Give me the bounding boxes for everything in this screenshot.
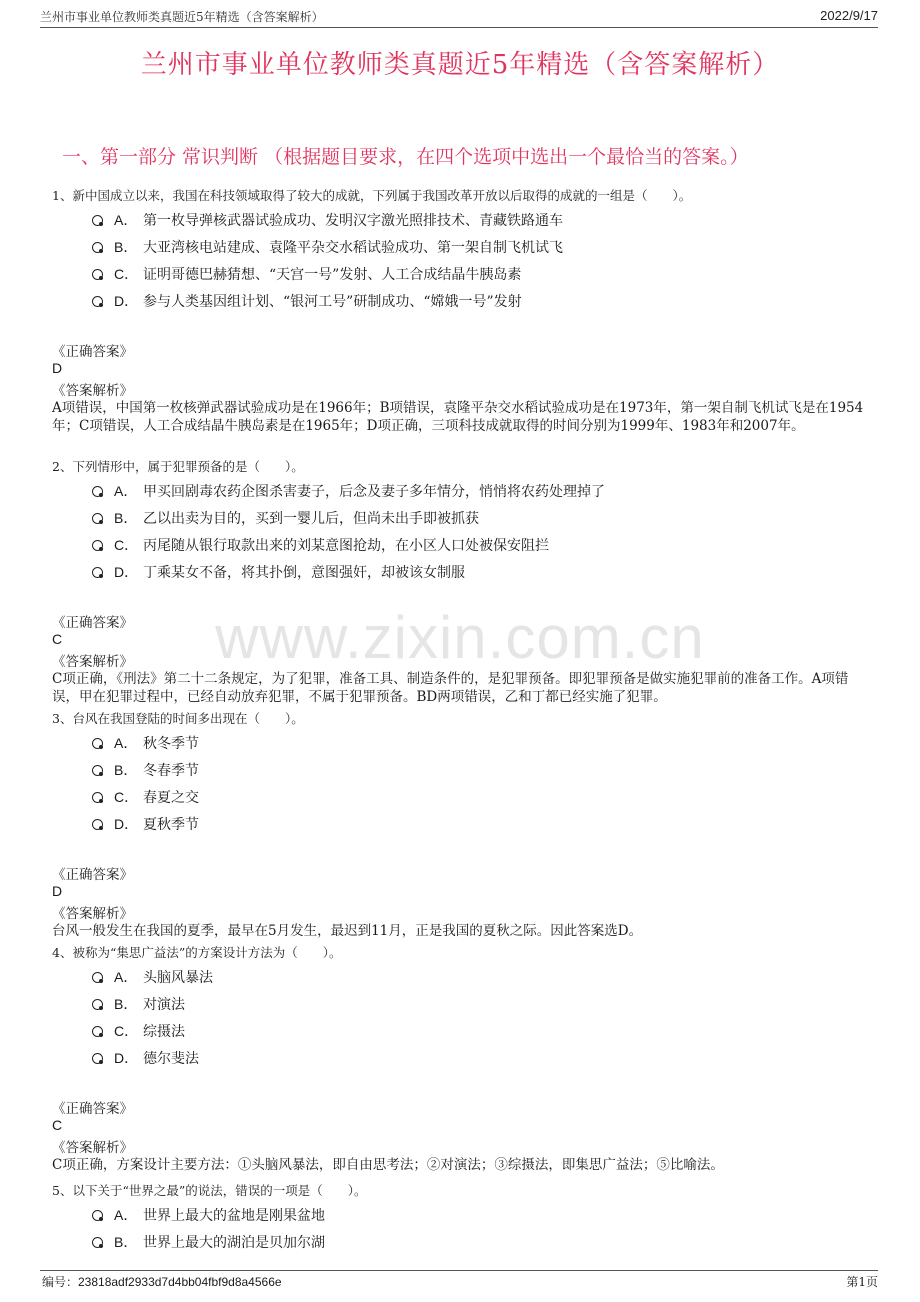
explanation-text: 台风一般发生在我国的夏季，最早在5月发生，最迟到11月，正是我国的夏秋之际。因此答案选D。 (52, 923, 643, 939)
option-c[interactable] (52, 533, 872, 560)
option-letter: D． (114, 1050, 139, 1066)
explanation-label: 《答案解析》 (52, 383, 133, 399)
question-text: 1、新中国成立以来，我国在科技领域取得了较大的成就，下列属于我国改革开放以后取得的成就的一组是（ ）。 (52, 188, 692, 203)
question-text: 5、以下关于“世界之最”的说法，错误的一项是（ ）。 (52, 1183, 367, 1198)
option-letter: C． (114, 1023, 139, 1039)
header-date: 2022/9/17 (820, 8, 878, 23)
option-text: 丁乘某女不备，将其扑倒，意图强奸，却被该女制服 (143, 565, 465, 581)
question-4 (52, 943, 872, 1173)
option-text: 综摄法 (143, 1024, 185, 1040)
radio-icon[interactable] (92, 269, 103, 280)
option-letter: A． (114, 969, 138, 985)
option-c[interactable] (52, 262, 872, 289)
option-a[interactable] (52, 965, 872, 992)
footer-code: 编号：23818adf2933d7d4bb04fbf9d8a4566e (42, 1275, 282, 1289)
radio-icon[interactable] (92, 513, 103, 524)
radio-icon[interactable] (92, 242, 103, 253)
option-letter: D． (114, 293, 139, 309)
explanation-text: C项正确，方案设计主要方法：①头脑风暴法，即自由思考法；②对演法；③综摄法，即集思广益法；⑤比喻法。 (52, 1157, 724, 1173)
option-text: 证明哥德巴赫猜想、“天宫一号”发射、人工合成结晶牛胰岛素 (143, 267, 522, 283)
option-text: 德尔斐法 (143, 1051, 199, 1067)
radio-icon[interactable] (92, 1210, 103, 1221)
option-letter: A． (114, 212, 138, 228)
question-2 (52, 457, 872, 705)
option-text: 世界上最大的盆地是刚果盆地 (143, 1208, 325, 1224)
answer-value: D (52, 360, 63, 376)
radio-icon[interactable] (92, 738, 103, 749)
footer-divider (40, 1270, 878, 1271)
radio-icon[interactable] (92, 215, 103, 226)
question-text: 4、被称为“集思广益法”的方案设计方法为（ ）。 (52, 945, 342, 960)
option-letter: A． (114, 483, 138, 499)
answer-value: D (52, 883, 63, 899)
header-divider (40, 27, 878, 28)
radio-icon[interactable] (92, 540, 103, 551)
option-text: 丙尾随从银行取款出来的刘某意图抢劫，在小区人口处被保安阻拦 (143, 538, 549, 554)
option-c[interactable] (52, 785, 872, 812)
explanation-text: A项错误，中国第一枚核弹武器试验成功是在1966年；B项错误，袁隆平杂交水稻试验成功是在1973年，第一架自制飞机试飞是在1954年；C项错误，人工合成结晶牛胰岛素是在1965年；D项正确，三项科技成就取得的时间分别为1999年、1983年和2007年。 (52, 400, 864, 434)
option-letter: C． (114, 789, 139, 805)
watermark: www.zixin.com.cn (215, 604, 705, 671)
option-text: 第一枚导弹核武器试验成功、发明汉字激光照排技术、青藏铁路通车 (143, 213, 563, 229)
option-b[interactable] (52, 506, 872, 533)
option-text: 大亚湾核电站建成、袁隆平杂交水稻试验成功、第一架自制飞机试飞 (143, 240, 563, 256)
option-letter: B． (114, 762, 138, 778)
option-text: 参与人类基因组计划、“银河工号”研制成功、“嫦娥一号”发射 (143, 294, 522, 310)
radio-icon[interactable] (92, 1053, 103, 1064)
option-letter: B． (114, 996, 138, 1012)
option-a[interactable] (52, 731, 872, 758)
option-text: 头脑风暴法 (143, 970, 213, 986)
option-b[interactable] (52, 1230, 872, 1257)
radio-icon[interactable] (92, 792, 103, 803)
question-3 (52, 709, 872, 939)
radio-icon[interactable] (92, 567, 103, 578)
option-letter: D． (114, 816, 139, 832)
radio-icon[interactable] (92, 1237, 103, 1248)
explanation-label: 《答案解析》 (52, 654, 133, 670)
option-text: 冬春季节 (143, 763, 199, 779)
option-text: 对演法 (143, 997, 185, 1013)
explanation-text: C项正确，《刑法》第二十二条规定，为了犯罪，准备工具、制造条件的，是犯罪预备。即犯罪预备是做实施犯罪前的准备工作。A项错误，甲在犯罪过程中，已经自动放弃犯罪，不属于犯罪预备。BD两项错误，乙和丁都已经实施了犯罪。 (52, 671, 849, 705)
option-b[interactable] (52, 235, 872, 262)
option-d[interactable] (52, 289, 872, 316)
radio-icon[interactable] (92, 486, 103, 497)
answer-value: C (52, 1117, 63, 1133)
explanation-label: 《答案解析》 (52, 1140, 133, 1156)
option-text: 乙以出卖为目的，买到一婴儿后，但尚未出手即被抓获 (143, 511, 479, 527)
answer-label: 《正确答案》 (52, 1101, 133, 1117)
section-heading: 一、第一部分 常识判断 （根据题目要求，在四个选项中选出一个最恰当的答案。） (62, 146, 749, 168)
answer-value: C (52, 631, 63, 647)
option-c[interactable] (52, 1019, 872, 1046)
option-letter: B． (114, 239, 138, 255)
radio-icon[interactable] (92, 999, 103, 1010)
option-text: 甲买回剧毒农药企图杀害妻子，后念及妻子多年情分，悄悄将农药处理掉了 (143, 484, 605, 500)
question-5 (52, 1181, 872, 1257)
question-1 (52, 186, 872, 443)
option-letter: C． (114, 537, 139, 553)
radio-icon[interactable] (92, 1026, 103, 1037)
question-text: 2、下列情形中，属于犯罪预备的是（ ）。 (52, 459, 304, 474)
question-text: 3、台风在我国登陆的时间多出现在（ ）。 (52, 711, 304, 726)
option-b[interactable] (52, 758, 872, 785)
option-a[interactable] (52, 1203, 872, 1230)
option-text: 夏秋季节 (143, 817, 199, 833)
answer-label: 《正确答案》 (52, 615, 133, 631)
option-letter: B． (114, 1234, 138, 1250)
answer-label: 《正确答案》 (52, 344, 133, 360)
radio-icon[interactable] (92, 765, 103, 776)
answer-label: 《正确答案》 (52, 867, 133, 883)
option-b[interactable] (52, 992, 872, 1019)
option-letter: D． (114, 564, 139, 580)
radio-icon[interactable] (92, 296, 103, 307)
option-text: 秋冬季节 (143, 736, 199, 752)
document-title: 兰州市事业单位教师类真题近5年精选（含答案解析） (140, 50, 780, 80)
option-letter: A． (114, 735, 138, 751)
question-list (52, 186, 872, 1271)
option-letter: A． (114, 1207, 138, 1223)
footer-page-number: 第1页 (846, 1275, 878, 1289)
option-letter: B． (114, 510, 138, 526)
option-a[interactable] (52, 479, 872, 506)
explanation-label: 《答案解析》 (52, 906, 133, 922)
radio-icon[interactable] (92, 972, 103, 983)
radio-icon[interactable] (92, 819, 103, 830)
option-d[interactable] (52, 1046, 872, 1073)
option-d[interactable] (52, 560, 872, 587)
option-text: 春夏之交 (143, 790, 199, 806)
option-d[interactable] (52, 812, 872, 839)
header-left-text: 兰州市事业单位教师类真题近5年精选（含答案解析） (40, 10, 324, 24)
option-letter: C． (114, 266, 139, 282)
option-text: 世界上最大的湖泊是贝加尔湖 (143, 1235, 325, 1251)
option-a[interactable] (52, 208, 872, 235)
